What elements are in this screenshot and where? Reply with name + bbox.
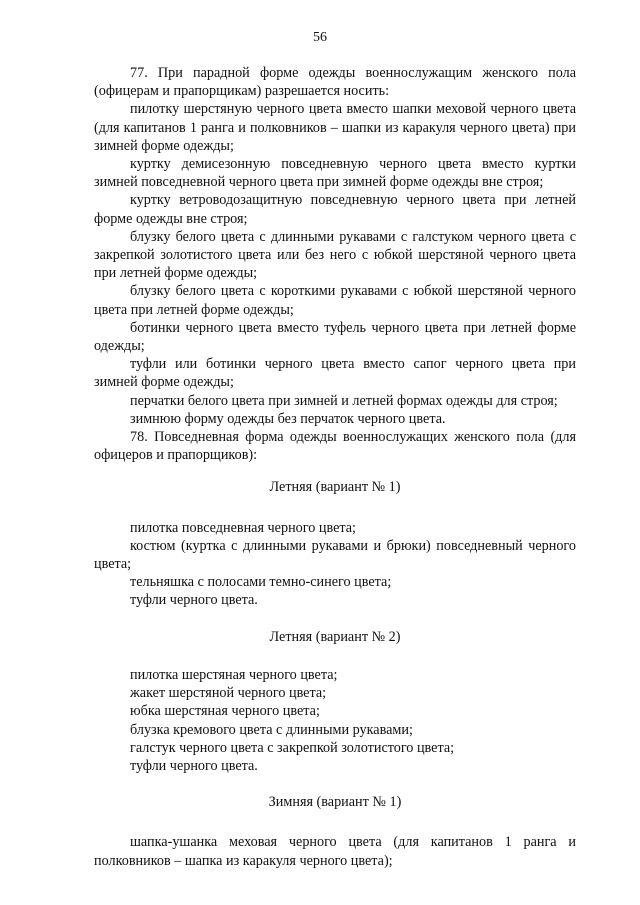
paragraph-item: пилотку шерстяную черного цвета вместо шапки меховой черного цвета (для капитанов 1 ранга и полковников – шапки из каракуля черного цвета) при зимней форме одежды; <box>94 101 576 154</box>
paragraph-item: ботинки черного цвета вместо туфель черного цвета при летней форме одежды; <box>94 319 576 355</box>
paragraph-77-intro: 77. При парадной форме одежды военнослужащим женского пола (офицерам и прапорщикам) разрешается носить: <box>94 65 576 100</box>
paragraph-item: зимнюю форму одежды без перчаток черного цвета. <box>130 410 446 427</box>
section-heading-winter-1: Зимняя (вариант № 1) <box>268 794 402 811</box>
list-item: пилотка повседневная черного цвета; <box>130 519 356 536</box>
list-item: тельняшка с полосами темно-синего цвета; <box>130 574 392 591</box>
paragraph-item: блузку белого цвета с длинными рукавами с галстуком черного цвета с закрепкой золотистого цвета или без него с юбкой шерстяной черного цвета при летней форме одежды; <box>94 228 576 282</box>
paragraph-78-intro: 78. Повседневная форма одежды военнослужащих женского пола (для офицеров и прапорщиков): <box>94 429 576 464</box>
list-item: шапка-ушанка меховая черного цвета (для капитанов 1 ранга и полковников – шапка из каракуля черного цвета); <box>94 834 576 869</box>
list-item: блузка кремового цвета с длинными рукавами; <box>130 721 413 738</box>
paragraph-item: перчатки белого цвета при зимней и летней формах одежды для строя; <box>130 392 558 409</box>
list-item: пилотка шерстяная черного цвета; <box>130 666 338 683</box>
section-heading-summer-1: Летняя (вариант № 1) <box>269 479 401 496</box>
paragraph-item: куртку ветроводозащитную повседневную черного цвета при летней форме одежды вне строя; <box>94 192 576 227</box>
page-number: 56 <box>313 30 327 45</box>
paragraph-item: туфли или ботинки черного цвета вместо сапог черного цвета при зимней форме одежды; <box>94 356 576 391</box>
section-heading-summer-2: Летняя (вариант № 2) <box>269 628 401 645</box>
document-body <box>94 64 576 870</box>
list-item: жакет шерстяной черного цвета; <box>130 685 327 702</box>
paragraph-item: куртку демисезонную повседневную черного цвета вместо куртки зимней повседневной черного цвета при зимней форме одежды вне строя; <box>94 156 576 191</box>
list-item: костюм (куртка с длинными рукавами и брюки) повседневный черного цвета; <box>94 537 576 573</box>
list-item: туфли черного цвета. <box>130 757 258 774</box>
paragraph-item: блузку белого цвета с короткими рукавами с юбкой шерстяной черного цвета при летней форме одежды; <box>94 283 576 318</box>
list-item: юбка шерстяная черного цвета; <box>130 703 320 720</box>
list-item: туфли черного цвета. <box>130 592 258 609</box>
list-item: галстук черного цвета с закрепкой золотистого цвета; <box>130 739 455 756</box>
